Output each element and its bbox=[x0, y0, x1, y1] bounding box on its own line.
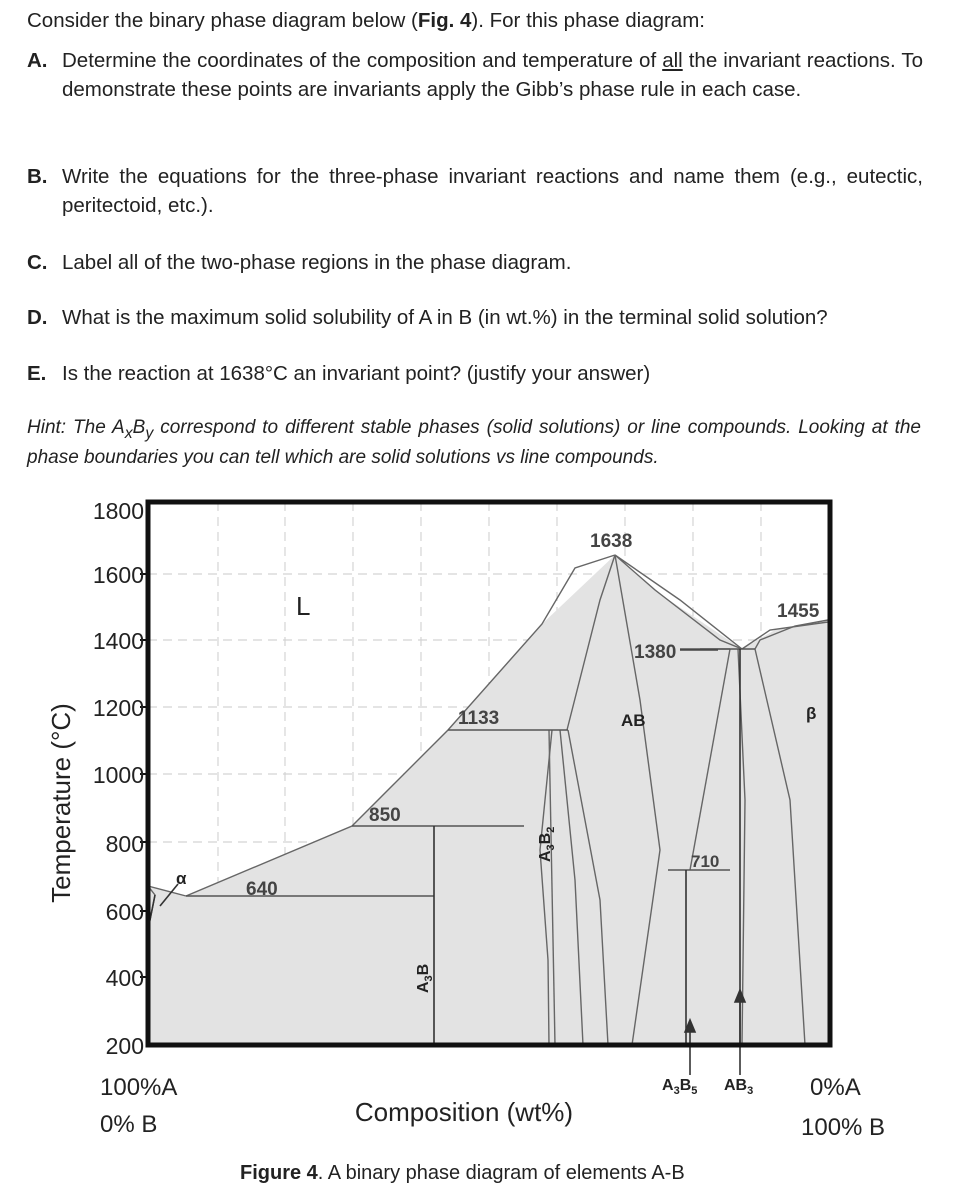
ab3-label: $AB_3$ bbox=[724, 1077, 754, 1097]
beta-label: β bbox=[806, 704, 817, 723]
temp-640: 640 bbox=[246, 879, 278, 900]
ytick-1000: 1000 bbox=[92, 762, 144, 788]
question-d: D. What is the maximum solid solubility of A in B (in wt.%) in the terminal solid solution? bbox=[27, 306, 828, 329]
x-right-line2: 100% B bbox=[801, 1114, 886, 1141]
liquid-label: L bbox=[296, 591, 311, 621]
hint-text: Hint: The $A_xB_y$ correspond to different stable phases (solid solutions) or line compounds. Looking at the phase boundaries you can tell which are solid solutions vs line compounds. bbox=[27, 417, 921, 468]
figure-caption: Figure 4. A binary phase diagram of elements A-B bbox=[240, 1162, 685, 1184]
intro-text: Consider the binary phase diagram below (Fig. 4). For this phase diagram: bbox=[27, 9, 705, 32]
x-left-line1: 100%A bbox=[100, 1074, 178, 1101]
temp-1380: 1380 bbox=[634, 642, 677, 663]
temp-1455: 1455 bbox=[777, 601, 820, 622]
a3b2-label: $A_3B_2$ bbox=[537, 826, 557, 862]
ytick-400: 400 bbox=[105, 965, 144, 991]
ytick-1200: 1200 bbox=[92, 695, 144, 721]
question-b: B. Write the equations for the three-phase invariant reactions and name them (e.g., eutectic, peritectoid, etc.). bbox=[27, 165, 923, 217]
temp-1638: 1638 bbox=[590, 531, 633, 552]
ytick-1600: 1600 bbox=[92, 562, 144, 588]
ab-label: AB bbox=[621, 711, 646, 730]
ytick-600: 600 bbox=[105, 899, 144, 925]
temp-850: 850 bbox=[369, 805, 401, 826]
x-right-line1: 0%A bbox=[810, 1074, 861, 1101]
temp-710: 710 bbox=[691, 852, 720, 871]
x-left-line2: 0% B bbox=[100, 1111, 158, 1138]
question-e: E. Is the reaction at 1638°C an invariant point? (justify your answer) bbox=[27, 362, 651, 385]
y-axis-label: Temperature (°C) bbox=[46, 703, 76, 903]
alpha-label: α bbox=[176, 869, 187, 888]
a3b-label: $A_3B$ bbox=[415, 963, 435, 993]
temp-1133: 1133 bbox=[458, 708, 500, 729]
question-a: A. Determine the coordinates of the composition and temperature of all the invariant reactions. To demonstrate these points are invariants apply the Gibb’s phase rule in each case. bbox=[27, 49, 923, 101]
ytick-200: 200 bbox=[105, 1033, 144, 1059]
ytick-800: 800 bbox=[105, 831, 144, 857]
shaded-regions bbox=[148, 555, 828, 1045]
a3b5-label: $A_3B_5$ bbox=[662, 1077, 698, 1097]
question-c: C. Label all of the two-phase regions in the phase diagram. bbox=[27, 251, 572, 274]
x-axis-label: Composition (wt%) bbox=[354, 1097, 574, 1127]
ytick-1800: 1800 bbox=[92, 498, 144, 524]
ytick-1400: 1400 bbox=[92, 628, 144, 654]
